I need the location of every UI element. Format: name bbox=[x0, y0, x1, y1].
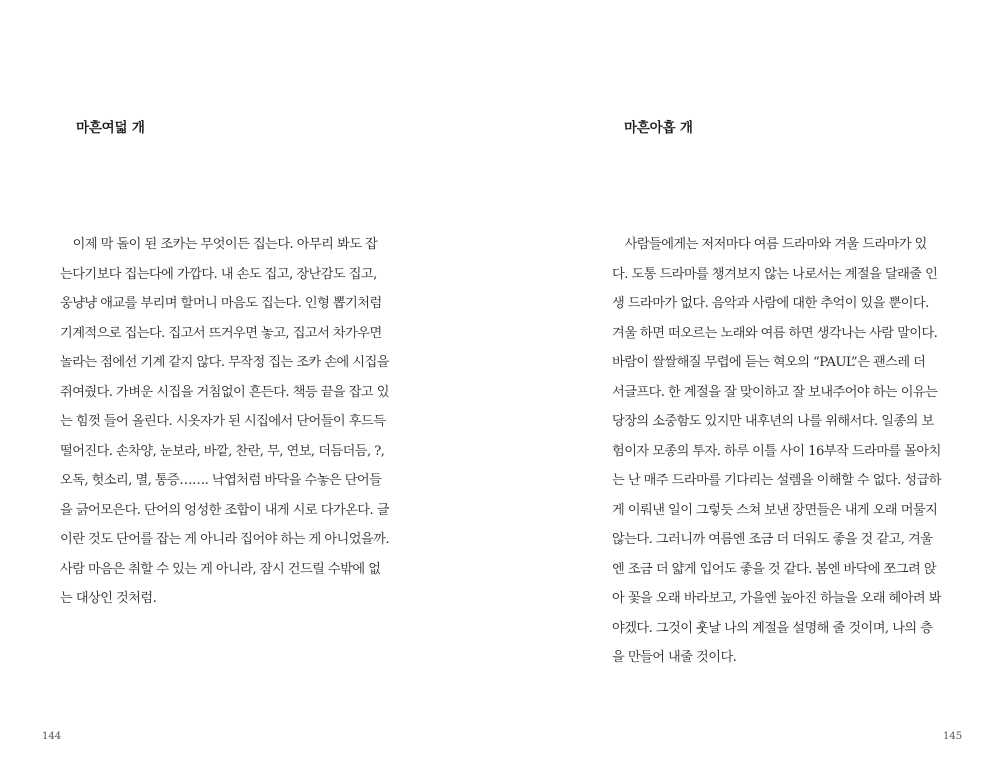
text-line: 쥐여줬다. 가벼운 시집을 거침없이 흔든다. 책등 끝을 잡고 있 bbox=[60, 384, 389, 400]
body-text bbox=[612, 230, 952, 673]
text-line: 는 난 매주 드라마를 기다리는 설렘을 이해할 수 없다. 성급하 bbox=[612, 473, 941, 488]
text-line: 다. 도통 드라마를 챙겨보지 않는 나로서는 계절을 달래줄 인 bbox=[612, 266, 938, 282]
text-line: 사람들에게는 저저마다 여름 드라마와 겨울 드라마가 있 bbox=[612, 237, 927, 252]
text-line: 게 이뤄낸 일이 그렇듯 스쳐 보낸 장면들은 내게 오래 머물지 bbox=[612, 502, 938, 518]
body-text bbox=[60, 230, 400, 614]
text-line: 야겠다. 그것이 훗날 나의 계절을 설명해 줄 것이며, 나의 층 bbox=[612, 620, 933, 636]
text-line: 험이자 모종의 투자. 하루 이틀 사이 16부작 드라마를 몰아치 bbox=[612, 443, 941, 459]
text-line: 는 힘껏 들어 올린다. 시옷자가 된 시집에서 단어들이 후드득 bbox=[60, 414, 386, 429]
text-line: 당장의 소중함도 있지만 내후년의 나를 위해서다. 일종의 보 bbox=[612, 414, 934, 429]
text-line: 이제 막 돌이 된 조카는 무엇이든 집는다. 아무리 봐도 잡 bbox=[60, 237, 378, 252]
right-page bbox=[500, 0, 1000, 783]
text-line: 을 긁어모은다. 단어의 엉성한 조합이 내게 시로 다가온다. 글 bbox=[60, 502, 389, 518]
text-line: 아 꽃을 오래 바라보고, 가을엔 높아진 하늘을 오래 헤아려 봐 bbox=[612, 591, 941, 606]
page-number: 144 bbox=[42, 731, 62, 742]
text-line: 기계적으로 집는다. 집고서 뜨거우면 놓고, 집고서 차가우면 bbox=[60, 325, 382, 341]
text-line: 는 대상인 것처럼. bbox=[60, 591, 157, 606]
page-number: 145 bbox=[943, 731, 963, 742]
text-line: 서글프다. 한 계절을 잘 맞이하고 잘 보내주어야 하는 이유는 bbox=[612, 384, 938, 400]
text-line: 는다기보다 집는다에 가깝다. 내 손도 집고, 장난감도 집고, bbox=[60, 266, 377, 282]
text-line: 생 드라마가 없다. 음악과 사람에 대한 추억이 있을 뿐이다. bbox=[612, 296, 929, 311]
text-line: 않는다. 그러니까 여름엔 조금 더 더워도 좋을 것 같고, 겨울 bbox=[612, 532, 933, 547]
text-line: 을 만들어 내줄 것이다. bbox=[612, 650, 737, 665]
chapter-title: 마흔여덟 개 bbox=[76, 120, 145, 136]
text-line: 웅냥냥 애교를 부리며 할머니 마음도 집는다. 인형 뽑기처럼 bbox=[60, 296, 382, 311]
text-line: 놀라는 점에선 기계 같지 않다. 무작정 집는 조카 손에 시집을 bbox=[60, 355, 389, 370]
chapter-title: 마흔아홉 개 bbox=[624, 120, 693, 136]
text-line: 오독, 헛소리, 멸, 통증……. 낙엽처럼 바닥을 수놓은 단어들 bbox=[60, 473, 382, 488]
text-line: 엔 조금 더 얇게 입어도 좋을 것 같다. 봄엔 바닥에 쪼그려 앉 bbox=[612, 561, 937, 577]
text-line: 바람이 쌀쌀해질 무렵에 듣는 혁오의 “PAUL”은 괜스레 더 bbox=[612, 355, 926, 370]
text-line: 사람 마음은 취할 수 있는 게 아니라, 잠시 건드릴 수밖에 없 bbox=[60, 561, 381, 577]
text-line: 겨울 하면 떠오르는 노래와 여름 하면 생각나는 사람 말이다. bbox=[612, 325, 938, 341]
text-line: 이란 것도 단어를 잡는 게 아니라 집어야 하는 게 아니었을까. bbox=[60, 532, 389, 547]
text-line: 떨어진다. 손차양, 눈보라, 바깥, 찬란, 무, 연보, 더듬더듬, ?, bbox=[60, 443, 385, 459]
